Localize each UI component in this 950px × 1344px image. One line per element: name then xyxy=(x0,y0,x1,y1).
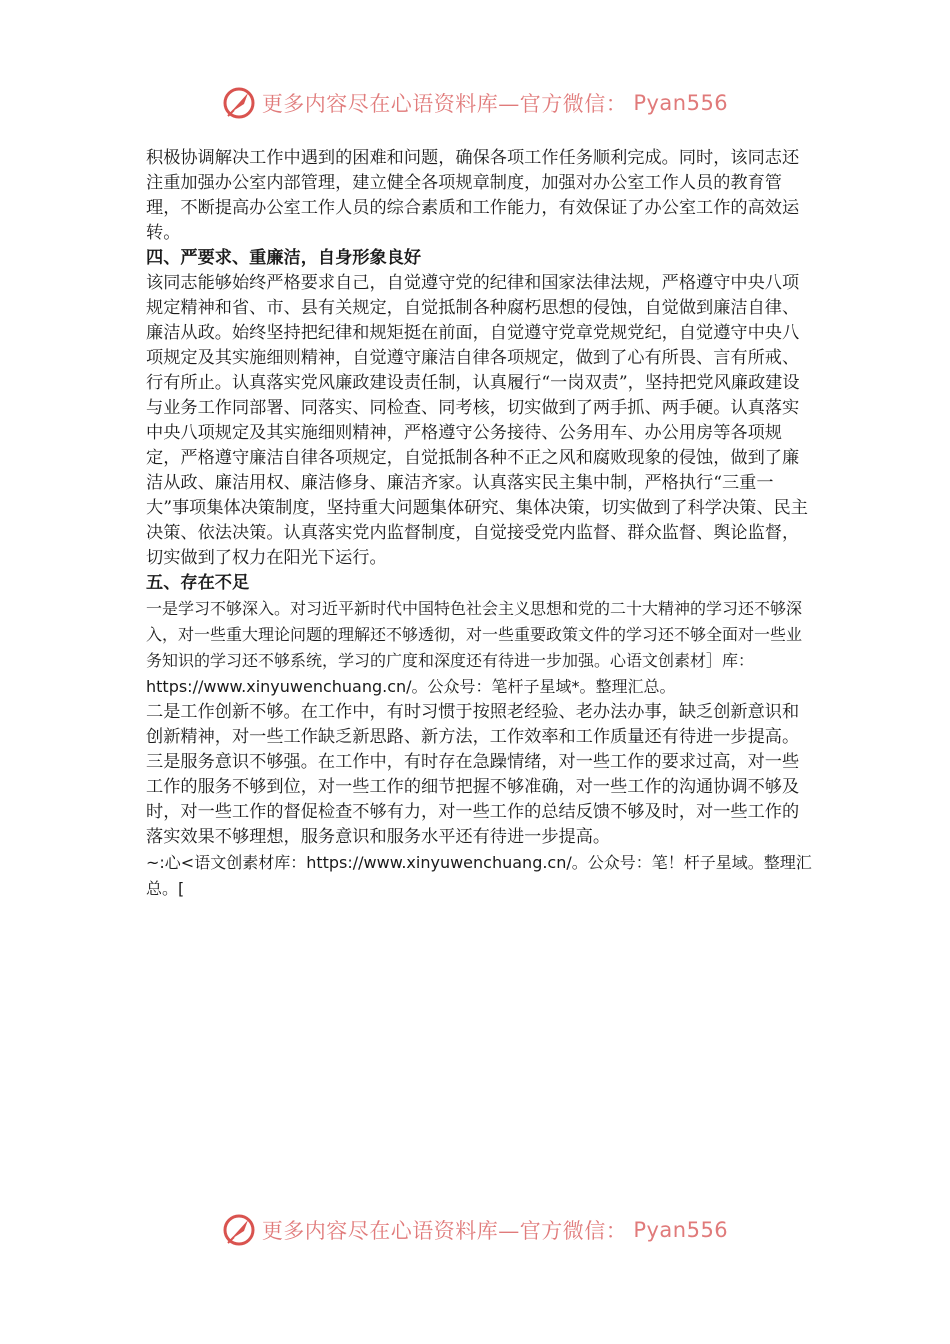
header-watermark xyxy=(0,86,950,120)
watermark-wechat-id: Pyan556 xyxy=(633,91,729,115)
watermark-text: 更多内容尽在心语资料库—官方微信： xyxy=(261,1219,628,1243)
footer-watermark xyxy=(0,1213,950,1247)
paragraph: 一是学习不够深入。对习近平新时代中国特色社会主义思想和党的二十大精神的学习还不够深入，对一些重大理论问题的理解还不够透彻，对一些重要政策文件的学习还不够全面对一些业务知识的学习还不够系统，学习的广度和深度还有待进一步加强。心语文创素材］库：https://www.xinyuwenchuang.cn/。公众号：笔杆子星域*。整理汇总。 xyxy=(146,599,803,696)
watermark-wechat-id: Pyan556 xyxy=(633,1218,729,1242)
document-body xyxy=(146,146,814,902)
watermark-text: 更多内容尽在心语资料库—官方微信： xyxy=(261,92,628,116)
paragraph: 该同志能够始终严格要求自己，自觉遵守党的纪律和国家法律法规，严格遵守中央八项规定精神和省、市、县有关规定，自觉抵制各种腐朽思想的侵蚀，自觉做到廉洁自律、廉洁从政。始终坚持把纪律和规矩挺在前面，自觉遵守党章党规党纪，自觉遵守中央八项规定及其实施细则精神，自觉遵守廉洁自律各项规定，做到了心有所畏、言有所戒、行有所止。认真落实党风廉政建设责任制，认真履行“一岗双责”，坚持把党风廉政建设与业务工作同部署、同落实、同检查、同考核，切实做到了两手抓、两手硬。认真落实中央八项规定及其实施细则精神，严格遵守公务接待、公务用车、办公用房等各项规定，严格遵守廉洁自律各项规定，自觉抵制各种不正之风和腐败现象的侵蚀，做到了廉洁从政、廉洁用权、廉洁修身、廉洁齐家。认真落实民主集中制，严格执行“三重一大”事项集体决策制度，坚持重大问题集体研究、集体决策，切实做到了科学决策、民主决策、依法决策。认真落实党内监督制度，自觉接受党内监督、群众监督、舆论监督，切实做到了权力在阳光下运行。 xyxy=(146,273,808,568)
section-heading-5: 五、存在不足 xyxy=(146,573,250,593)
paragraph: 三是服务意识不够强。在工作中，有时存在急躁情绪，对一些工作的要求过高，对一些工作的服务不够到位，对一些工作的细节把握不够准确，对一些工作的沟通协调不够及时，对一些工作的督促检查不够有力，对一些工作的总结反馈不够及时，对一些工作的落实效果不够理想，服务意识和服务水平还有待进一步提高。 xyxy=(146,752,800,847)
paragraph: ~:心<语文创素材库：https://www.xinyuwenchuang.cn/。公众号：笔！杆子星域。整理汇总。[ xyxy=(146,853,812,898)
paragraph: 二是工作创新不够。在工作中，有时习惯于按照老经验、老办法办事，缺乏创新意识和创新精神，对一些工作缺乏新思路、新方法，工作效率和工作质量还有待进一步提高。 xyxy=(146,702,800,747)
paragraph: 积极协调解决工作中遇到的困难和问题，确保各项工作任务顺利完成。同时，该同志还注重加强办公室内部管理，建立健全各项规章制度，加强对办公室工作人员的教育管理，不断提高办公室工作人员的综合素质和工作能力，有效保证了办公室工作的高效运转。 xyxy=(146,148,800,243)
quill-logo-icon xyxy=(222,1213,256,1247)
quill-logo-icon xyxy=(222,86,256,120)
section-heading-4: 四、严要求、重廉洁，自身形象良好 xyxy=(146,248,422,268)
